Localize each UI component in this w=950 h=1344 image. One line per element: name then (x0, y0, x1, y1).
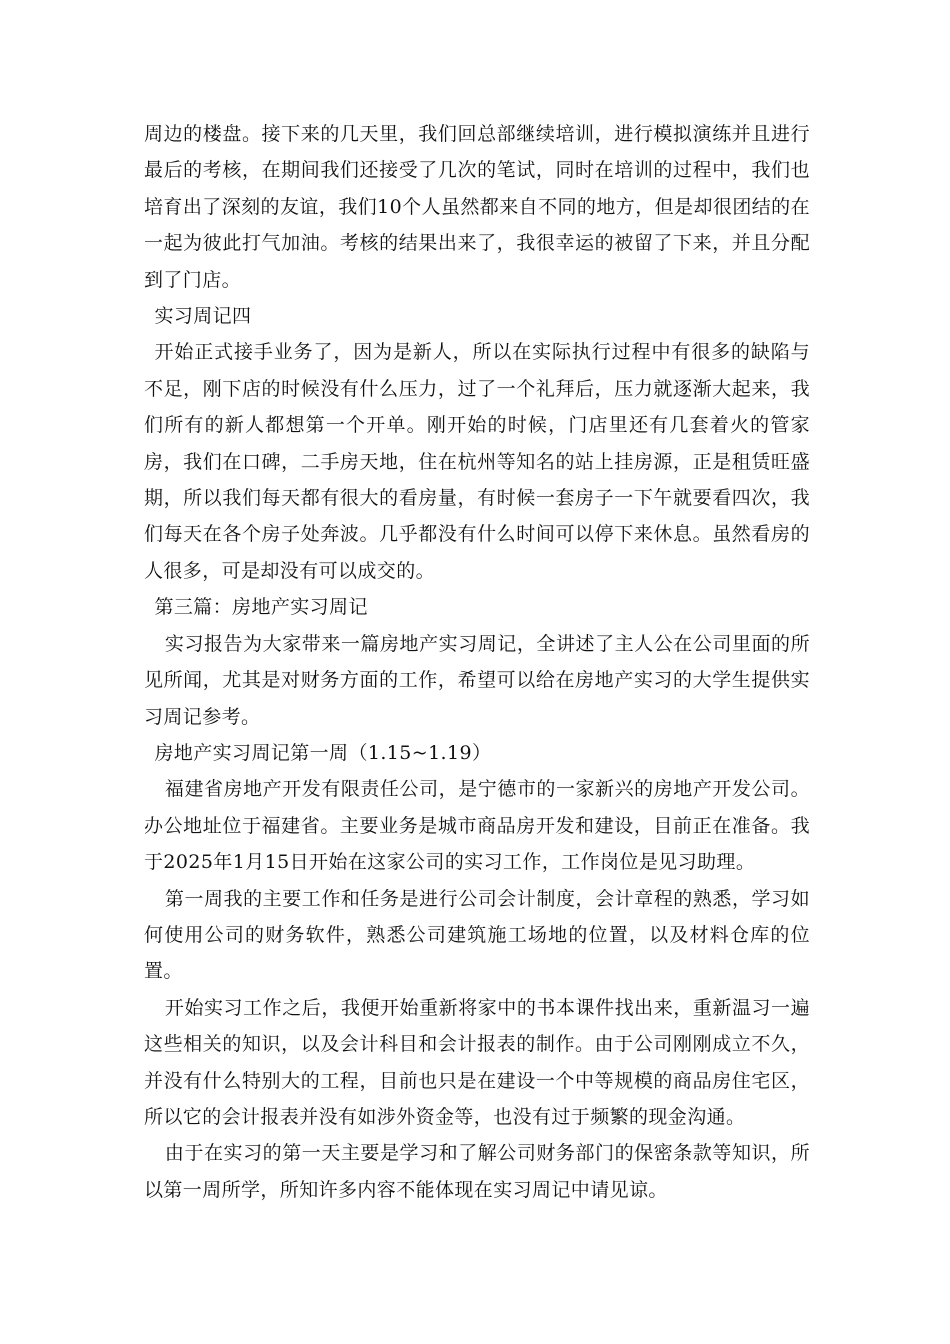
paragraph-tasks: 第一周我的主要工作和任务是进行公司会计制度，会计章程的熟悉，学习如何使用公司的财务软件，熟悉公司建筑施工场地的位置，以及材料仓库的位置。 (144, 887, 810, 983)
heading-week-one: 房地产实习周记第一周（1.15~1.19） (154, 741, 492, 764)
heading-week-four: 实习周记四 (154, 305, 252, 328)
paragraph-continuation: 周边的楼盘。接下来的几天里，我们回总部继续培训，进行模拟演练并且进行最后的考核，在期间我们还接受了几次的笔试，同时在培训的过程中，我们也培育出了深刻的友谊，我们10个人虽然都来自不同的地方，但是却很团结的在一起为彼此打气加油。考核的结果出来了，我很幸运的被留了下来，并且分配到了门店。 (144, 123, 810, 291)
paragraph-week-four: 开始正式接手业务了，因为是新人，所以在实际执行过程中有很多的缺陷与不足，刚下店的时候没有什么压力，过了一个礼拜后，压力就逐渐大起来，我们所有的新人都想第一个开单。刚开始的时候，门店里还有几套着火的管家房，我们在口碑，二手房天地，住在杭州等知名的站上挂房源，正是租赁旺盛期，所以我们每天都有很大的看房量，有时候一套房子一下午就要看四次，我们每天在各个房子处奔波。几乎都没有什么时间可以停下来休息。虽然看房的人很多，可是却没有可以成交的。 (144, 341, 810, 582)
paragraph-intro: 实习报告为大家带来一篇房地产实习周记，全讲述了主人公在公司里面的所见所闻，尤其是对财务方面的工作，希望可以给在房地产实习的大学生提供实习周记参考。 (144, 632, 810, 728)
document-body (144, 116, 810, 1208)
heading-part-three: 第三篇：房地产实习周记 (154, 596, 368, 619)
paragraph-confidential: 由于在实习的第一天主要是学习和了解公司财务部门的保密条款等知识，所以第一周所学，所知许多内容不能体现在实习周记中请见谅。 (144, 1142, 810, 1201)
paragraph-company: 福建省房地产开发有限责任公司，是宁德市的一家新兴的房地产开发公司。办公地址位于福建省。主要业务是城市商品房开发和建设，目前正在准备。我于2025年1月15日开始在这家公司的实习工作，工作岗位是见习助理。 (144, 778, 810, 874)
paragraph-review: 开始实习工作之后，我便开始重新将家中的书本课件找出来，重新温习一遍这些相关的知识，以及会计科目和会计报表的制作。由于公司刚刚成立不久，并没有什么特别大的工程，目前也只是在建设一个中等规模的商品房住宅区，所以它的会计报表并没有如涉外资金等，也没有过于频繁的现金沟通。 (144, 996, 810, 1128)
